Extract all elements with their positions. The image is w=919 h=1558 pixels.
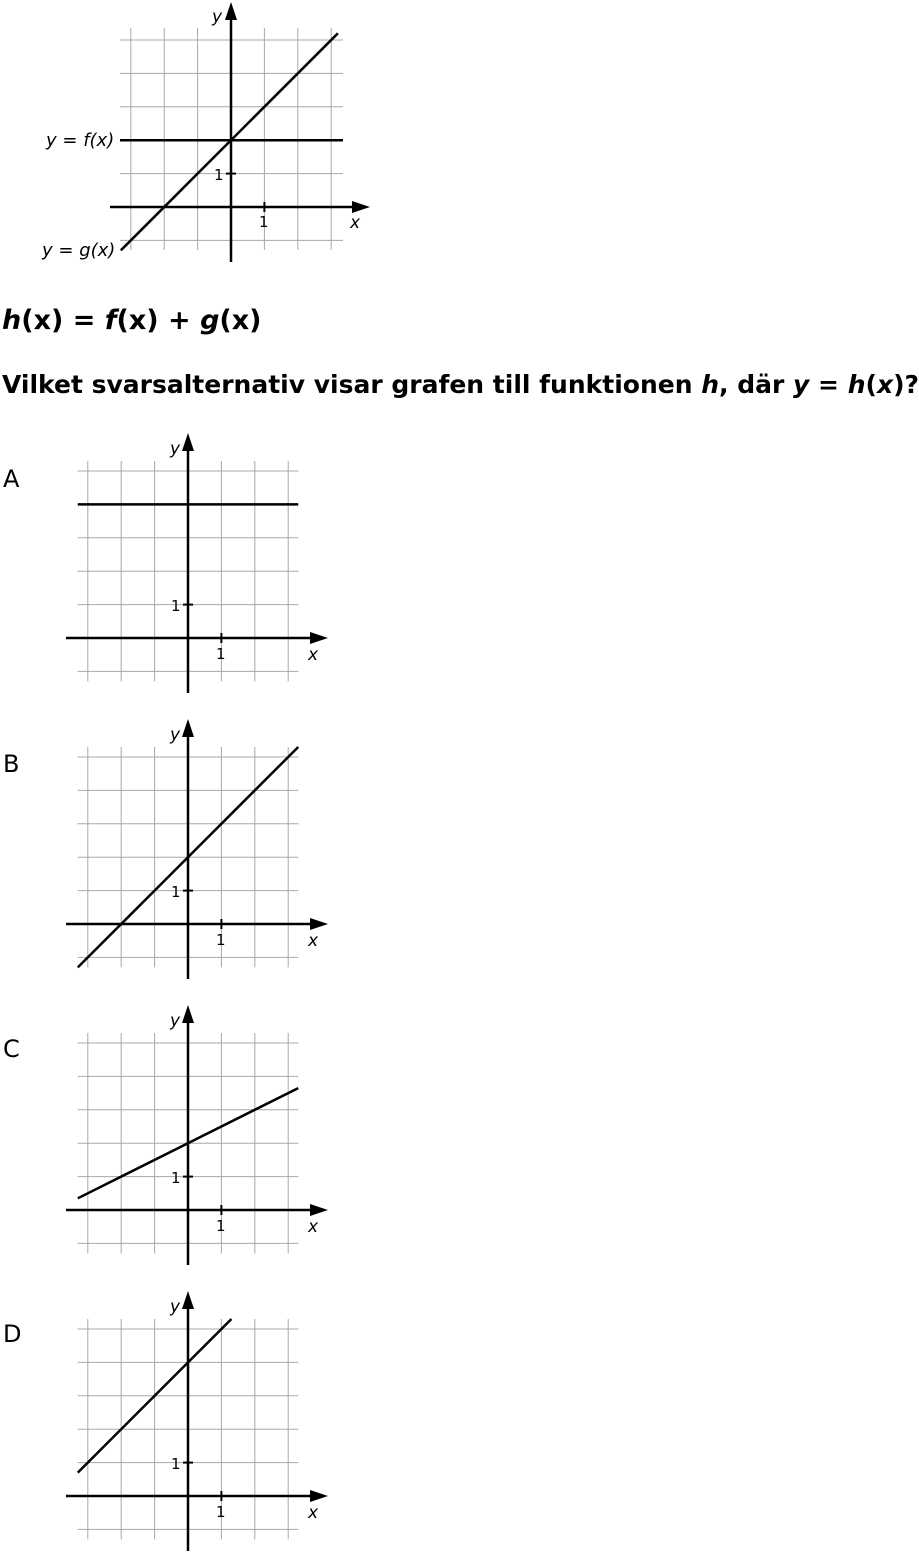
f-line-label: y = f(x) xyxy=(46,130,115,151)
function-definition: h(x) = f(x) + g(x) xyxy=(2,305,262,336)
g-line-label: y = g(x) xyxy=(42,240,116,261)
main-axis-x-label: x xyxy=(350,213,361,233)
axis-y-label: y xyxy=(170,725,181,745)
question-text: Vilket svarsalternativ visar grafen till funktionen h, där y = h(x)? xyxy=(2,370,919,399)
axis-x-label: x xyxy=(308,931,319,951)
axis-y-label: y xyxy=(170,439,181,459)
x-axis-arrow xyxy=(310,632,328,644)
axis-y-label: y xyxy=(170,1297,181,1317)
tick-x-label: 1 xyxy=(216,931,226,949)
axis-x-label: x xyxy=(308,1217,319,1237)
x-axis-arrow xyxy=(310,918,328,930)
x-axis-arrow xyxy=(310,1204,328,1216)
tick-y-label: 1 xyxy=(171,883,181,901)
y-axis-arrow xyxy=(182,719,194,737)
g-line xyxy=(121,33,338,250)
main-tick-x: 1 xyxy=(259,213,269,231)
option-a-graph[interactable] xyxy=(60,430,340,700)
axis-x-label: x xyxy=(308,1503,319,1523)
option-a-label[interactable]: A xyxy=(3,465,20,493)
y-axis-arrow xyxy=(182,433,194,451)
y-axis-arrow xyxy=(182,1291,194,1309)
main-tick-y: 1 xyxy=(214,166,224,184)
option-c-label[interactable]: C xyxy=(3,1035,20,1063)
tick-x-label: 1 xyxy=(216,645,226,663)
tick-y-label: 1 xyxy=(171,1455,181,1473)
option-d-label[interactable]: D xyxy=(3,1320,22,1348)
main-axis-y-label: y xyxy=(212,7,223,27)
tick-x-label: 1 xyxy=(216,1503,226,1521)
option-b-label[interactable]: B xyxy=(3,750,20,778)
axis-x-label: x xyxy=(308,645,319,665)
axis-y-label: y xyxy=(170,1011,181,1031)
main-graph xyxy=(0,0,380,270)
option-c-graph[interactable] xyxy=(60,1002,340,1272)
x-axis-arrow xyxy=(310,1490,328,1502)
y-axis-arrow xyxy=(225,2,237,20)
option-d-graph[interactable] xyxy=(60,1288,340,1558)
option-b-graph[interactable] xyxy=(60,716,340,986)
tick-x-label: 1 xyxy=(216,1217,226,1235)
x-axis-arrow xyxy=(352,201,370,213)
tick-y-label: 1 xyxy=(171,1169,181,1187)
tick-y-label: 1 xyxy=(171,597,181,615)
y-axis-arrow xyxy=(182,1005,194,1023)
